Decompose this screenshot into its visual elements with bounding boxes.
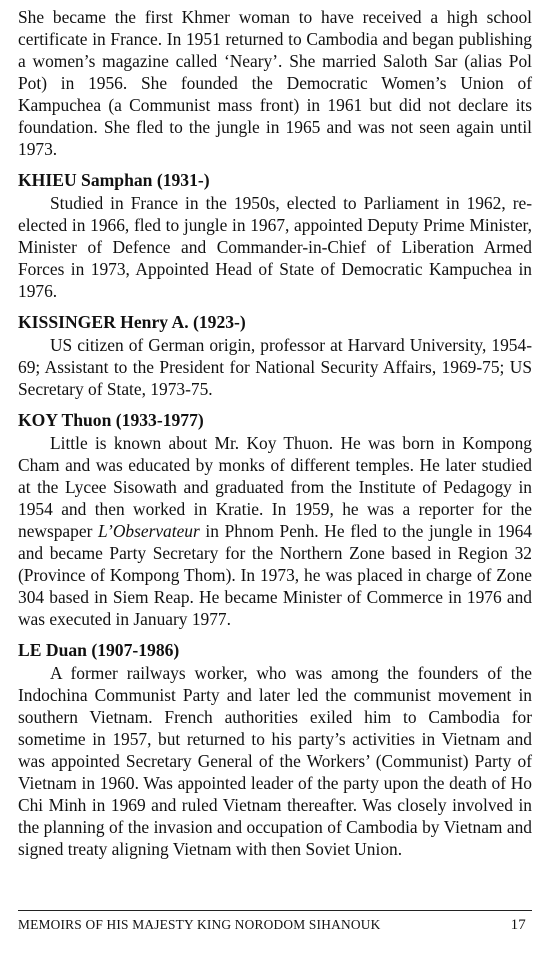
entry-text-koy-thuon-a: Little is known about Mr. Koy Thuon. He was born in Kompong Cham and was educated by monks of different temples. He later studied at the Lycee Sisowath and graduated from the Institute of Pedagogy in 1954 and then worked in Kratie. In 1959, he was a reporter for the newspaper (18, 433, 532, 541)
running-title: MEMOIRS OF HIS MAJESTY KING NORODOM SIHANOUK (18, 917, 381, 932)
entry-heading-koy-thuon: KOY Thuon (1933-1977) (18, 410, 204, 430)
newspaper-title: L’Observateur (98, 521, 200, 541)
intro-paragraph: She became the first Khmer woman to have received a high school certificate in France. In 1951 returned to Cambodia and began publishing a women’s magazine called ‘Neary’. She married Saloth Sar (alias Pol Pot) in 1956. She founded the Democratic Women’s Union of Kampuchea (a Communist mass front) in 1961 but did not declare its foundation. She fled to the jungle in 1965 and was not seen again until 1973. (18, 7, 532, 159)
page-body (18, 6, 532, 860)
entry-heading-kissinger: KISSINGER Henry A. (1923-) (18, 312, 246, 332)
entry-text-koy-thuon-b: in Phnom Penh. He fled to the jungle in 1964 and became Party Secretary for the Northern Zone based in Region 32 (Province of Kompong Thom). In 1973, he was placed in charge of Zone 304 based in Siem Reap. He became Minister of Commerce in 1976 and was executed in January 1977. (18, 521, 533, 629)
entry-heading-khieu-samphan: KHIEU Samphan (1931-) (18, 170, 210, 190)
entry-text-kissinger: US citizen of German origin, professor at Harvard University, 1954-69; Assistant to the President for National Security Affairs, 1969-75; US Secretary of State, 1973-75. (18, 335, 532, 399)
page-footer (18, 917, 532, 933)
entry-text-koy-thuon (18, 432, 532, 630)
entry-text-khieu-samphan: Studied in France in the 1950s, elected to Parliament in 1962, re-elected in 1966, fled to jungle in 1967, appointed Deputy Prime Minister, Minister of Defence and Commander-in-Chief of Liberation Armed Forces in 1973, Appointed Head of State of Democratic Kampuchea in 1976. (18, 193, 532, 301)
entry-text-le-duan: A former railways worker, who was among the founders of the Indochina Communist Party and later led the communist movement in southern Vietnam. French authorities exiled him to Cambodia for sometime in 1957, but returned to his party’s activities in Vietnam and was appointed Secretary General of the Workers’ (Communist) Party of Vietnam in 1960. Was appointed leader of the party upon the death of Ho Chi Minh in 1969 and ruled Vietnam thereafter. Was closely involved in the planning of the invasion and occupation of Cambodia by Vietnam and signed treaty aligning Vietnam with then Soviet Union. (18, 663, 532, 859)
entry-heading-le-duan: LE Duan (1907-1986) (18, 640, 180, 660)
page-number: 17 (510, 917, 526, 933)
footer-rule (18, 910, 532, 911)
